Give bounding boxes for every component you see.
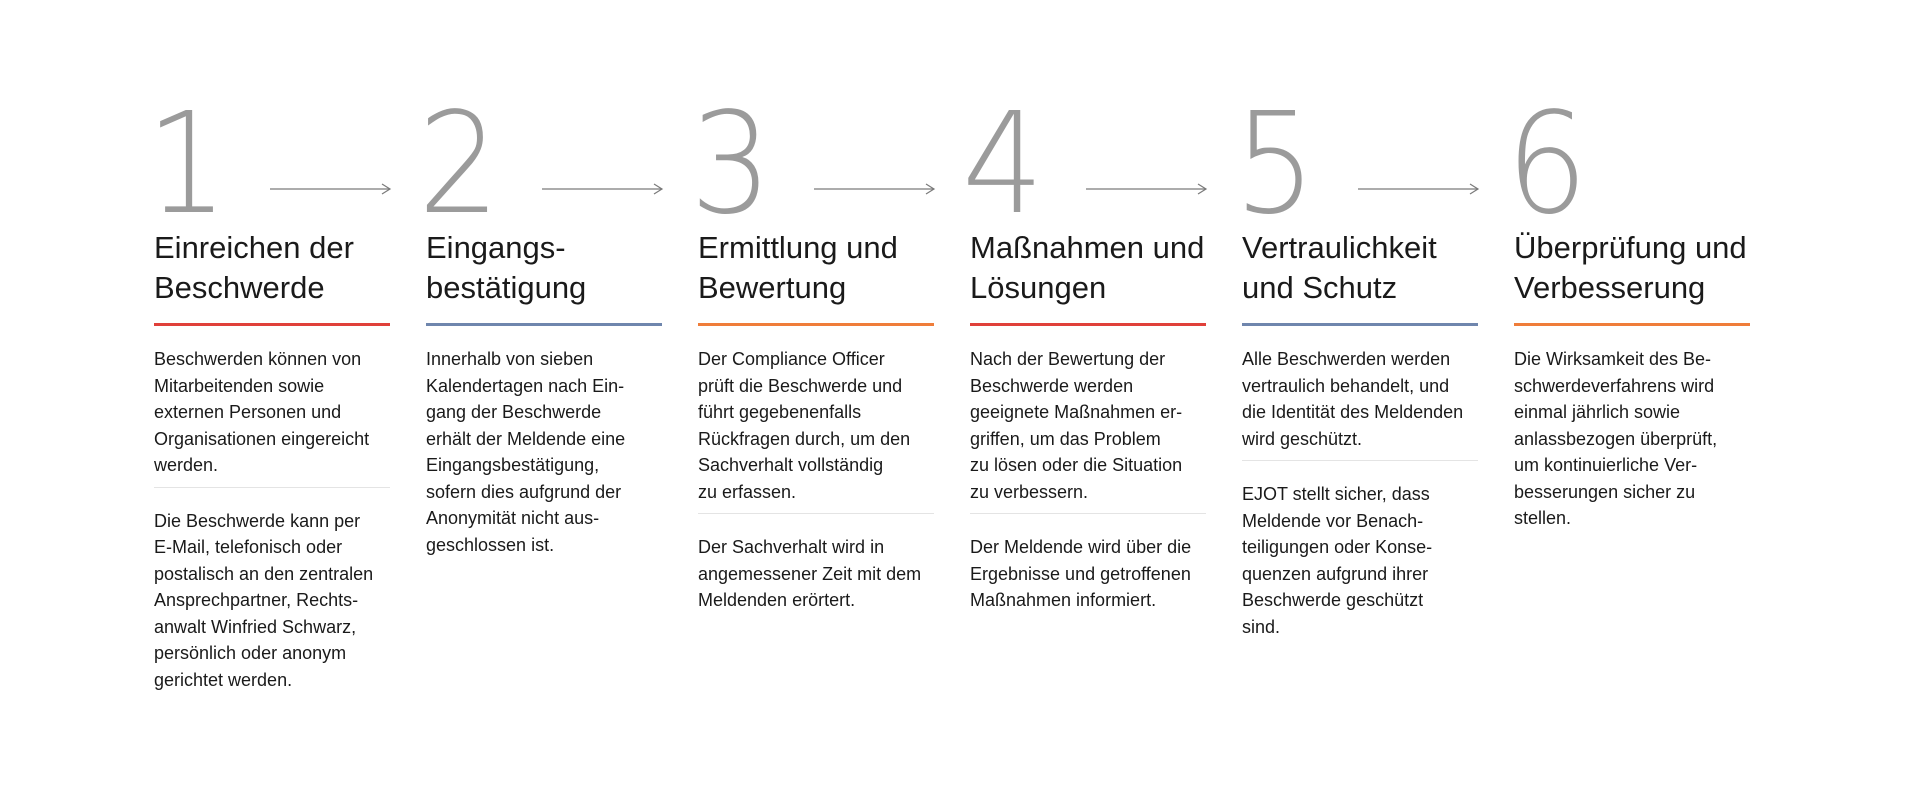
paragraph-divider [154,487,390,488]
step-description [154,346,394,693]
step-description [1514,346,1754,532]
step-number: 6 [1506,83,1587,246]
step-accent-rule [970,323,1206,326]
step-accent-rule [154,323,390,326]
step-description [698,346,938,614]
step-paragraph: Der Compliance Officer prüft die Beschwerde und führt gegebenenfalls Rückfragen durch, um den Sachverhalt vollständig zu erfassen. [698,349,911,502]
step-paragraph: Innerhalb von sieben Kalendertagen nach Ein- gang der Beschwerde erhält der Meldende eine Eingangsbestätigung, sofern dies aufgrund der Anonymität nicht aus- geschlossen ist. [426,349,626,555]
paragraph-divider [970,513,1206,514]
step-number: 1 [146,83,227,246]
arrow-right-icon [270,182,392,196]
step-number: 2 [418,83,499,246]
arrow-right-icon [814,182,936,196]
step-accent-rule [698,323,934,326]
paragraph-divider [698,513,934,514]
step-accent-rule [1242,323,1478,326]
step-title: Vertraulichkeit und Schutz [1242,230,1437,305]
step-paragraph: EJOT stellt sicher, dass Meldende vor Benach- teiligungen oder Konse- quenzen aufgrund ihrer Beschwerde geschützt sind. [1242,484,1433,637]
step-accent-rule [1514,323,1750,326]
step-title: Eingangs- bestätigung [426,230,587,305]
step-title: Überprüfung und Verbesserung [1514,230,1747,305]
step-paragraph: Beschwerden können von Mitarbeitenden sowie externen Personen und Organisationen eingereicht werden. [154,349,370,475]
arrow-right-icon [1086,182,1208,196]
step-paragraph: Nach der Bewertung der Beschwerde werden geeignete Maßnahmen er- griffen, um das Problem zu lösen oder die Situation zu verbessern. [970,349,1183,502]
step-paragraph: Die Wirksamkeit des Be- schwerdeverfahrens wird einmal jährlich sowie anlassbezogen überprüft, um kontinuierliche Ver- besserungen sicher zu stellen. [1514,349,1718,528]
arrow-right-icon [1358,182,1480,196]
paragraph-divider [1242,460,1478,461]
step-paragraph: Der Sachverhalt wird in angemessener Zeit mit dem Meldenden erörtert. [698,537,922,610]
step-paragraph: Alle Beschwerden werden vertraulich behandelt, und die Identität des Meldenden wird geschützt. [1242,349,1464,449]
step-number: 3 [690,83,771,246]
step-number: 5 [1234,83,1315,246]
step-description [970,346,1210,614]
step-title: Ermittlung und Bewertung [698,230,898,305]
step-description [1242,346,1482,640]
step-description [426,346,666,558]
step-accent-rule [426,323,662,326]
step-title: Einreichen der Beschwerde [154,230,354,305]
step-paragraph: Die Beschwerde kann per E-Mail, telefonisch oder postalisch an den zentralen Ansprechpartner, Rechts- anwalt Winfried Schwarz, persönlich oder anonym gerichtet werden. [154,510,374,690]
step-paragraph: Der Meldende wird über die Ergebnisse und getroffenen Maßnahmen informiert. [970,537,1192,610]
arrow-right-icon [542,182,664,196]
step-title: Maßnahmen und Lösungen [970,230,1205,305]
step-number: 4 [962,83,1043,246]
